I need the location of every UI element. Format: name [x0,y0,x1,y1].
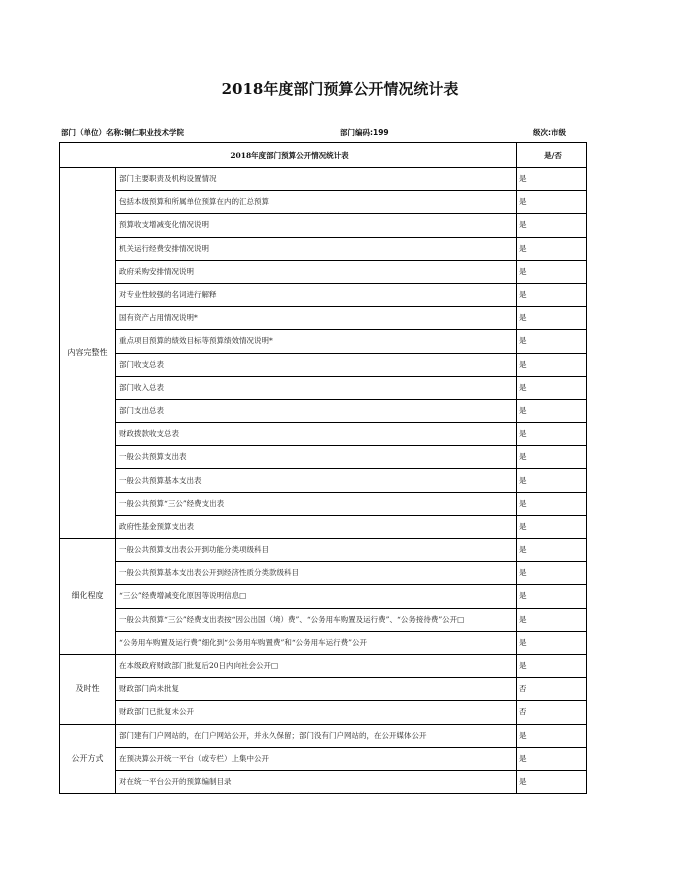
item-cell: 包括本级预算和所属单位预算在内的汇总预算 [116,191,517,214]
group-label: 及时性 [60,654,116,724]
item-cell: 在预决算公开统一平台（或专栏）上集中公开 [116,747,517,770]
page-title: 2018年度部门预算公开情况统计表 [221,80,459,98]
yesno-cell: 是 [517,585,587,608]
yesno-cell: 是 [517,168,587,191]
table-row [60,214,587,237]
item-cell: 财政拨款收支总表 [116,423,517,446]
yesno-cell: 是 [517,654,587,677]
statistics-table [59,142,587,794]
yesno-cell: 否 [517,678,587,701]
item-cell: “三公”经费增减变化原因等说明信息□ [116,585,517,608]
yesno-cell: 是 [517,237,587,260]
item-cell: 部门支出总表 [116,399,517,422]
yesno-cell: 是 [517,631,587,654]
item-cell: 部门收入总表 [116,376,517,399]
yesno-cell: 是 [517,214,587,237]
item-cell: 部门建有门户网站的，在门户网站公开，并永久保留；部门没有门户网站的，在公开媒体公开 [116,724,517,747]
table-row [60,191,587,214]
item-cell: 国有资产占用情况说明* [116,307,517,330]
table-row [60,678,587,701]
table-row [60,701,587,724]
item-cell: 政府采购安排情况说明 [116,260,517,283]
level: 级次:市级 [533,128,566,137]
dept-name: 部门（单位）名称:铜仁职业技术学院 [61,128,184,137]
table-header-row [60,143,587,168]
item-cell: 机关运行经费安排情况说明 [116,237,517,260]
yesno-cell: 是 [517,539,587,562]
yesno-cell: 是 [517,492,587,515]
yesno-cell: 是 [517,608,587,631]
table-row [60,260,587,283]
table-row [60,492,587,515]
header-yesno: 是/否 [517,143,587,168]
table-row [60,446,587,469]
dept-code: 部门编码:199 [340,128,389,137]
table-row [60,307,587,330]
table-row [60,376,587,399]
yesno-cell: 是 [517,399,587,422]
item-cell: 一般公共预算“三公”经费支出表按“因公出国（境）费”、“公务用车购置及运行费”、“公务接待费”公开□ [116,608,517,631]
yesno-cell: 是 [517,562,587,585]
item-cell: 财政部门尚未批复 [116,678,517,701]
item-cell: 一般公共预算支出表公开到功能分类项级科目 [116,539,517,562]
item-cell: 政府性基金预算支出表 [116,515,517,538]
table-row [60,168,587,191]
table-row [60,770,587,793]
header-item: 2018年度部门预算公开情况统计表 [60,143,517,168]
item-cell: 一般公共预算基本支出表 [116,469,517,492]
table-row [60,237,587,260]
table-row [60,608,587,631]
yesno-cell: 是 [517,515,587,538]
yesno-cell: 是 [517,770,587,793]
yesno-cell: 是 [517,724,587,747]
table-row [60,631,587,654]
table-row [60,654,587,677]
item-cell: 在本级政府财政部门批复后20日内向社会公开□ [116,654,517,677]
item-cell: 部门收支总表 [116,353,517,376]
item-cell: 重点项目预算的绩效目标等预算绩效情况说明* [116,330,517,353]
yesno-cell: 是 [517,260,587,283]
table-row [60,469,587,492]
item-cell: 对专业性较强的名词进行解释 [116,283,517,306]
table-row [60,515,587,538]
group-label: 公开方式 [60,724,116,794]
table-row [60,283,587,306]
yesno-cell: 是 [517,469,587,492]
yesno-cell: 是 [517,376,587,399]
item-cell: 部门主要职责及机构设置情况 [116,168,517,191]
group-label: 内容完整性 [60,168,116,539]
item-cell: 一般公共预算基本支出表公开到经济性质分类款级科目 [116,562,517,585]
item-cell: 预算收支增减变化情况说明 [116,214,517,237]
yesno-cell: 是 [517,307,587,330]
yesno-cell: 是 [517,283,587,306]
yesno-cell: 是 [517,747,587,770]
item-cell: 对在统一平台公开的预算编制目录 [116,770,517,793]
item-cell: 一般公共预算支出表 [116,446,517,469]
yesno-cell: 是 [517,423,587,446]
table-row [60,585,587,608]
table-row [60,539,587,562]
item-cell: 财政部门已批复未公开 [116,701,517,724]
table-row [60,562,587,585]
table-row [60,330,587,353]
table-row [60,399,587,422]
group-label: 细化程度 [60,539,116,655]
table-row [60,353,587,376]
table-row [60,747,587,770]
table-row [60,423,587,446]
yesno-cell: 是 [517,330,587,353]
item-cell: 一般公共预算“三公”经费支出表 [116,492,517,515]
yesno-cell: 是 [517,353,587,376]
yesno-cell: 是 [517,446,587,469]
item-cell: “公务用车购置及运行费”细化到“公务用车购置费”和“公务用车运行费”公开 [116,631,517,654]
yesno-cell: 否 [517,701,587,724]
yesno-cell: 是 [517,191,587,214]
table-row [60,724,587,747]
